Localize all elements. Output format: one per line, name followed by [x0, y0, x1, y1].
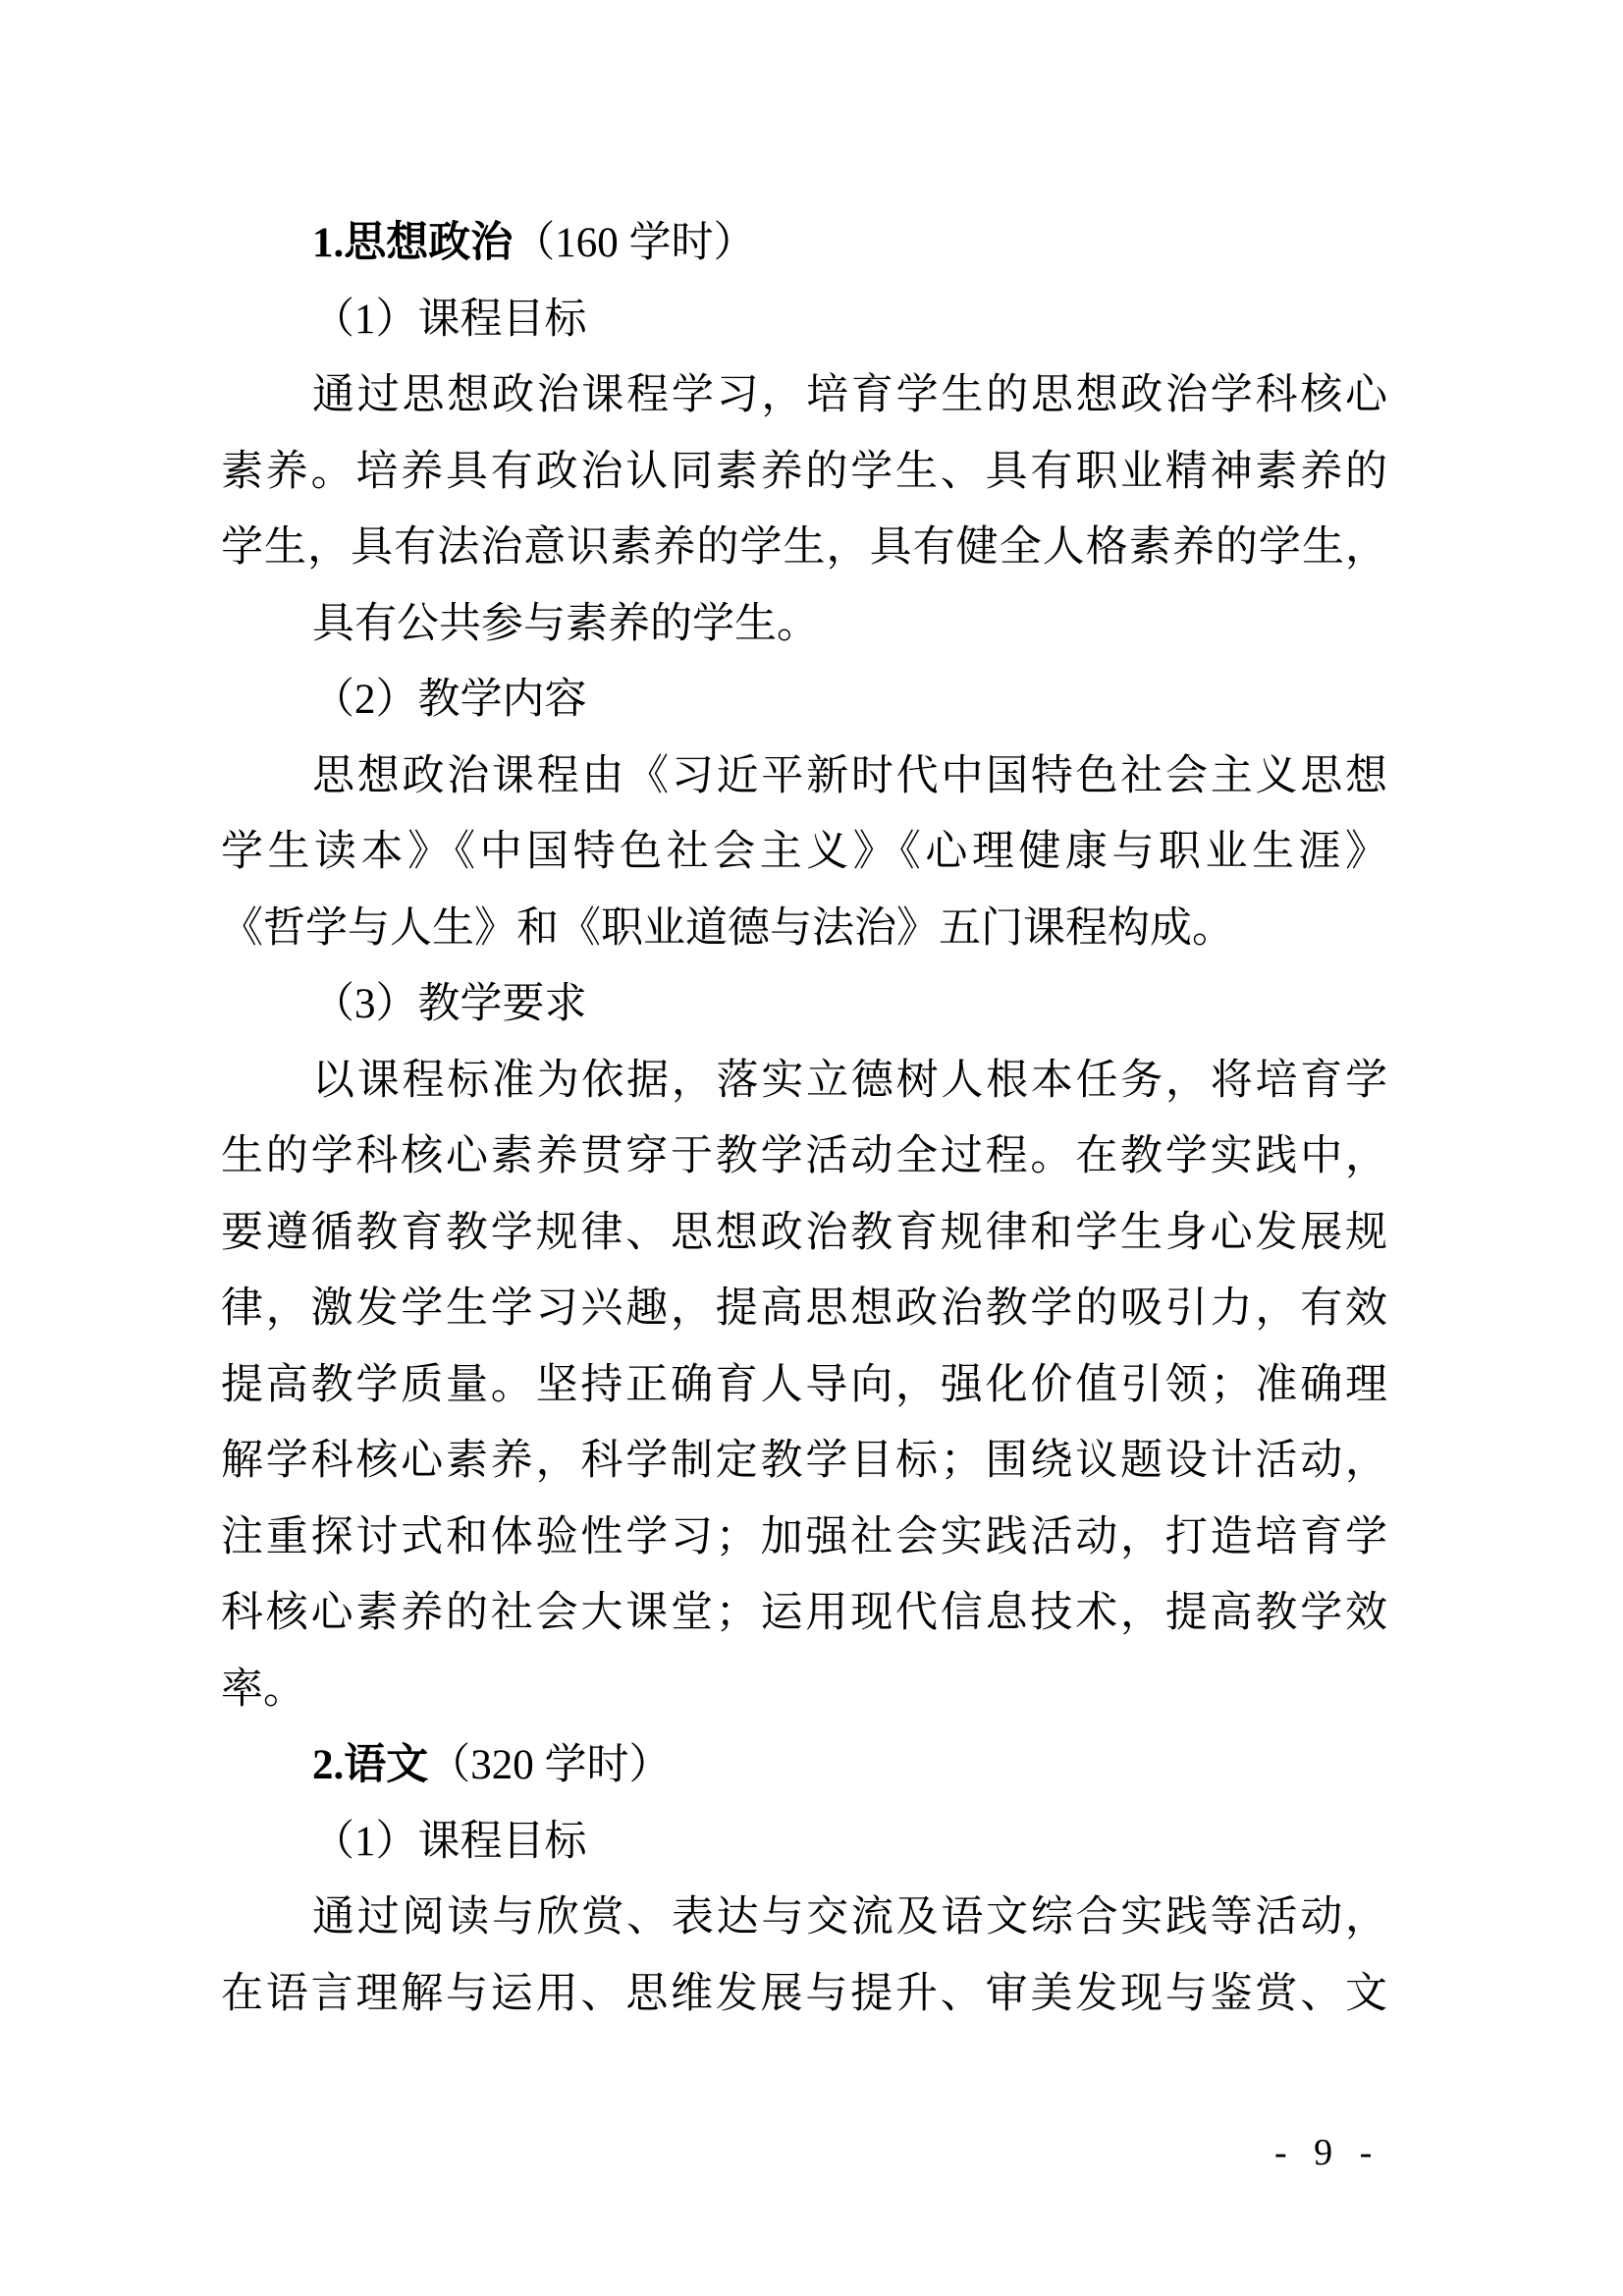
body-text: （320 学时）: [428, 1742, 672, 1788]
subsection-heading: [221, 662, 1387, 738]
body-text: 思想政治课程由《习近平新时代中国特色社会主义思想: [312, 752, 1387, 799]
page-number: - 9 -: [1274, 2132, 1381, 2173]
body-text: 生的学科核心素养贯穿于教学活动全过程。在教学实践中，: [221, 1133, 1387, 1179]
body-text: 律，激发学生学习兴趣，提高思想政治教学的吸引力，有效: [221, 1285, 1387, 1332]
body-text: 学生，具有法治意识素养的学生，具有健全人格素养的学生，: [221, 524, 1387, 571]
body-text: 学生读本》《中国特色社会主义》《心理健康与职业生涯》: [221, 829, 1387, 875]
text-line: [221, 891, 1387, 967]
body-text: 提高教学质量。坚持正确育人导向，强化价值引领；准确理: [221, 1361, 1387, 1408]
body-text: （3）教学要求: [312, 981, 587, 1027]
text-line: [221, 1652, 1387, 1728]
text-line: [221, 1347, 1387, 1424]
text-line: [221, 814, 1387, 891]
subsection-heading: [221, 1804, 1387, 1881]
section-heading: [221, 205, 1387, 282]
text-line: [221, 1423, 1387, 1500]
text-line: [221, 434, 1387, 511]
text-line: [221, 1195, 1387, 1272]
body-text: 注重探讨式和体验性学习；加强社会实践活动，打造培育学: [221, 1513, 1387, 1560]
body-text: 素养。培养具有政治认同素养的学生、具有职业精神素养的: [221, 448, 1387, 495]
text-line: [221, 738, 1387, 815]
text-line: [221, 357, 1387, 434]
text-line: [221, 1500, 1387, 1576]
heading-text: 1.思想政治: [312, 220, 514, 266]
body-text: 解学科核心素养，科学制定教学目标；围绕议题设计活动，: [221, 1438, 1387, 1484]
text-line: [221, 510, 1387, 586]
text-line: [221, 1271, 1387, 1347]
body-text: 科核心素养的社会大课堂；运用现代信息技术，提高教学效: [221, 1590, 1387, 1636]
body-text: 率。: [221, 1666, 305, 1713]
body-text: 在语言理解与运用、思维发展与提升、审美发现与鉴赏、文: [221, 1970, 1387, 2017]
text-line: [221, 1119, 1387, 1195]
body-text: 具有公共参与素养的学生。: [312, 600, 819, 647]
body-text: （1）课程目标: [312, 1818, 587, 1865]
body-text: 《哲学与人生》和《职业道德与法治》五门课程构成。: [221, 904, 1234, 952]
subsection-heading: [221, 282, 1387, 358]
text-line: [221, 586, 1387, 663]
body-text: （160 学时）: [513, 220, 756, 266]
body-text: 通过阅读与欣赏、表达与交流及语文综合实践等活动，: [312, 1894, 1387, 1941]
heading-text: 2.语文: [312, 1742, 429, 1788]
body-text: 通过思想政治课程学习，培育学生的思想政治学科核心: [312, 372, 1387, 418]
section-heading: [221, 1727, 1387, 1804]
text-line: [221, 1956, 1387, 2033]
body-text: 要遵循教育教学规律、思想政治教育规律和学生身心发展规: [221, 1209, 1387, 1256]
text-line: [221, 1880, 1387, 1956]
text-line: [221, 1575, 1387, 1652]
subsection-heading: [221, 966, 1387, 1043]
body-text: （2）教学内容: [312, 677, 587, 723]
body-text: （1）课程目标: [312, 296, 587, 343]
body-text: 以课程标准为依据，落实立德树人根本任务，将培育学: [312, 1057, 1387, 1104]
text-line: [221, 1043, 1387, 1120]
document-body: [221, 205, 1387, 2032]
